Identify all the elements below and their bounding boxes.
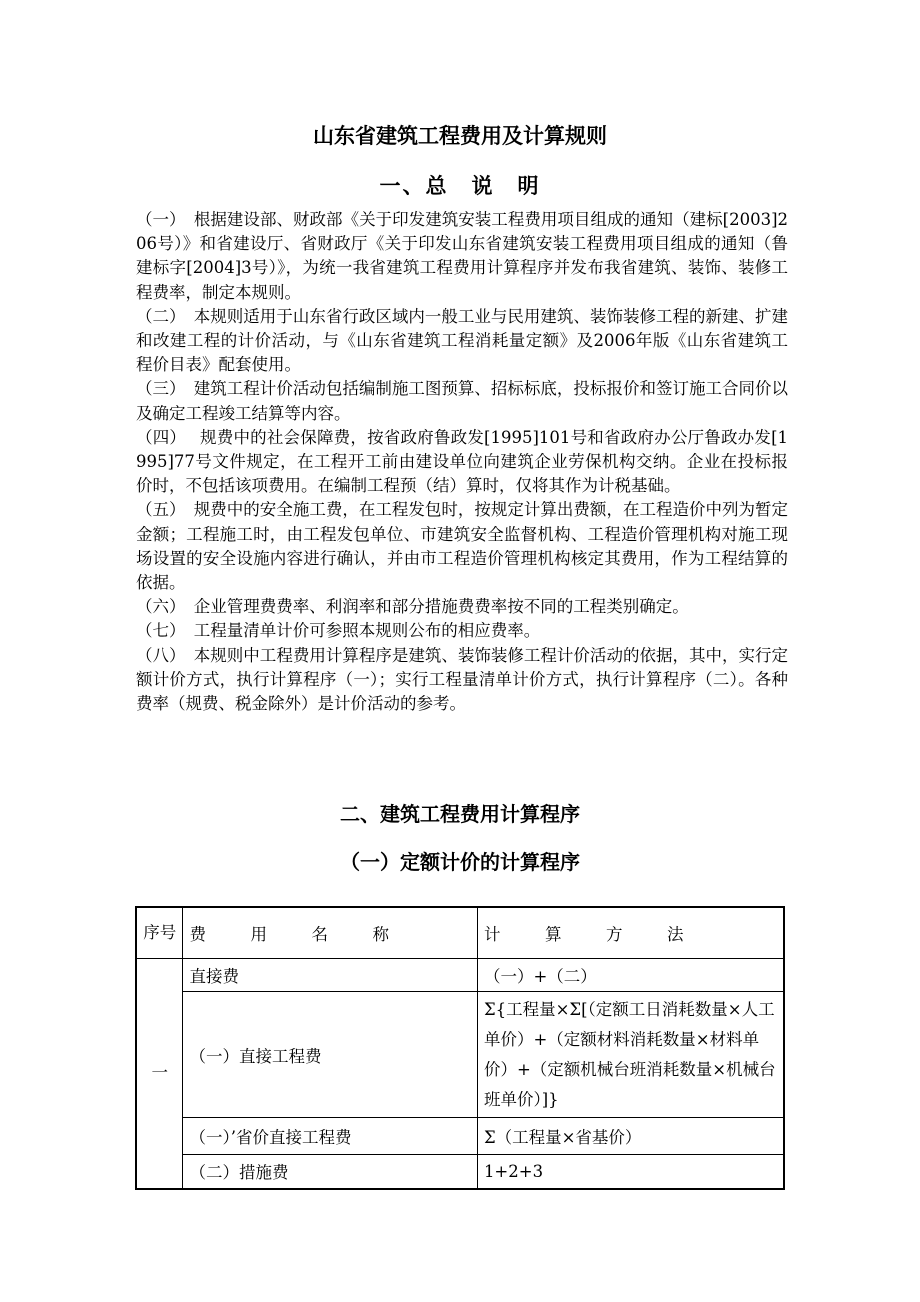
paragraph-number: （五） [136, 500, 194, 520]
table-row [136, 1155, 784, 1189]
header-fee-name: 费 用 名 称 [183, 907, 477, 959]
calc-method-cell: 1+2+3 [477, 1155, 784, 1189]
calc-method-cell: Σ（工程量×省基价） [477, 1118, 784, 1155]
paragraph [136, 208, 788, 305]
calculation-table [135, 906, 785, 1190]
document-title: 山东省建筑工程费用及计算规则 [313, 124, 607, 148]
section-title-general-notes: 一、总 说 明 [379, 174, 541, 198]
paragraph-text: 规费中的安全施工费，在工程发包时，按规定计算出费额，在工程造价中列为暂定金额；工程施工时，由工程发包单位、市建筑安全监督机构、工程造价管理机构对施工现场设置的安全设施内容进行确认，并由市工程造价管理机构核定其费用，作为工程结算的依据。 [136, 500, 789, 593]
fee-name-cell: 直接费 [183, 959, 477, 992]
group-seq-cell: 一 [136, 959, 183, 1189]
paragraph-number: （三） [136, 379, 194, 399]
subsection-title-quota-pricing: （一）定额计价的计算程序 [340, 850, 580, 874]
paragraph [136, 619, 788, 643]
paragraph-number: （一） [136, 210, 194, 229]
table-row [136, 1118, 784, 1155]
paragraph-number: （七） [136, 621, 194, 641]
paragraph-text: 规费中的社会保障费，按省政府鲁政发[1995]101号和省政府办公厅鲁政办发[1995]77号文件规定，在工程开工前由建设单位向建筑企业劳保机构交纳。企业在投标报价时，不包括该项费用。在编制工程预（结）算时，仅将其作为计税基础。 [136, 427, 788, 496]
header-calc-method: 计 算 方 法 [477, 907, 784, 959]
paragraph-text: 工程量清单计价可参照本规则公布的相应费率。 [193, 621, 541, 641]
paragraph-number: （四） [136, 427, 201, 447]
header-seq: 序号 [136, 907, 183, 959]
paragraph [136, 595, 788, 619]
paragraph-text: 建筑工程计价活动包括编制施工图预算、招标标底，投标报价和签订施工合同价以及确定工程竣工结算等内容。 [136, 379, 789, 423]
paragraph-text: 根据建设部、财政部《关于印发建筑安装工程费用项目组成的通知（建标[2003]206号）》和省建设厅、省财政厅《关于印发山东省建筑安装工程费用项目组成的通知（鲁建标字[2004]3号）》，为统一我省建筑工程费用计算程序并发布我省建筑、装饰、装修工程费率，制定本规则。 [136, 210, 789, 302]
calc-method-cell: （一）+（二） [477, 959, 784, 992]
table-header-row [136, 907, 784, 959]
calc-method-cell: Σ{工程量×Σ[（定额工日消耗数量×人工单价）+（定额材料消耗数量×材料单价）+（定额机械台班消耗数量×机械台班单价）]} [477, 992, 784, 1118]
general-notes-body [136, 208, 788, 716]
fee-name-cell: （二）措施费 [183, 1155, 477, 1189]
paragraph-number: （六） [136, 597, 194, 617]
paragraph [136, 305, 788, 378]
table-row [136, 959, 784, 992]
paragraph [136, 426, 788, 499]
table-row [136, 992, 784, 1118]
paragraph [136, 644, 788, 717]
paragraph-text: 企业管理费费率、利润率和部分措施费费率按不同的工程类别确定。 [193, 597, 689, 617]
section-title-calculation-procedure: 二、建筑工程费用计算程序 [340, 802, 580, 826]
paragraph-text: 本规则适用于山东省行政区域内一般工业与民用建筑、装饰装修工程的新建、扩建和改建工程的计价活动，与《山东省建筑工程消耗量定额》及2006年版《山东省建筑工程价目表》配套使用。 [136, 306, 789, 375]
paragraph-number: （二） [136, 306, 194, 326]
fee-name-cell: （一）直接工程费 [183, 992, 477, 1118]
paragraph-text: 本规则中工程费用计算程序是建筑、装饰装修工程计价活动的依据，其中，实行定额计价方式，执行计算程序（一）；实行工程量清单计价方式，执行计算程序（二）。各种费率（规费、税金除外）是计价活动的参考。 [136, 645, 789, 714]
paragraph [136, 377, 788, 425]
fee-name-cell: （一）’省价直接工程费 [183, 1118, 477, 1155]
paragraph [136, 498, 788, 595]
paragraph-number: （八） [136, 645, 194, 665]
